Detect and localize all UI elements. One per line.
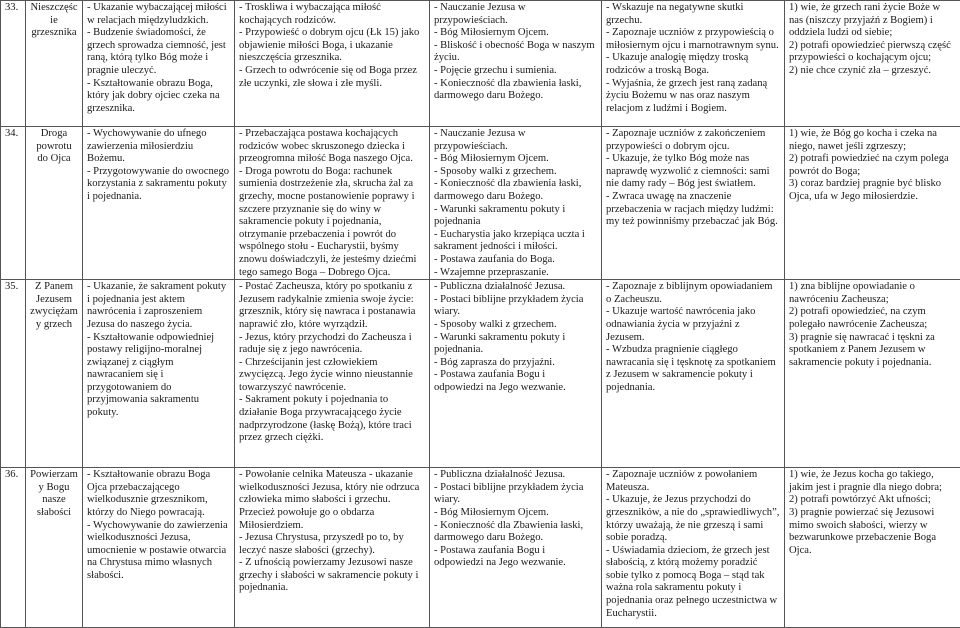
content-item: - Postać Zacheusza, który po spotkaniu z Jezusem radykalnie zmienia swoje życie: grzesznik, który się nawraca i postanawia naprawić zło, które wyrządził. xyxy=(239,281,425,331)
experience-item: - Warunki sakramentu pokuty i pojednania xyxy=(434,204,597,229)
content-item: - Troskliwa i wybaczająca miłość kochających rodziców. xyxy=(239,2,425,27)
outcome-item: 1) wie, że grzech rani życie Boże w nas (niszczy przyjaźń z Bogiem) i oddziela ludzi od siebie; xyxy=(789,2,956,40)
table-row xyxy=(1,127,960,280)
experience-item: - Postawa zaufania Bogu i odpowiedzi na Jego wezwanie. xyxy=(434,369,597,394)
outcome-item: 1) wie, że Jezus kocha go takiego, jakim jest i pragnie dla niego dobra; xyxy=(789,469,956,494)
task-item: - Ukazuje analogię między troską rodziców a troską Boga. xyxy=(606,52,780,77)
experience-item: - Konieczność dla zbawienia łaski, darmowego daru Bożego. xyxy=(434,178,597,203)
outcome-item: 3) pragnie się nawracać i tęskni za spotkaniem z Panem Jezusem w sakramencie pokuty i pojednania. xyxy=(789,332,956,370)
lesson-experiences xyxy=(430,468,602,628)
goal-item: - Przygotowywanie do owocnego korzystania z sakramentu pokuty i pojednania. xyxy=(87,166,230,204)
lesson-goals xyxy=(83,127,235,280)
outcome-item: 2) potrafi opowiedzieć, na czym polegało nawrócenie Zacheusza; xyxy=(789,306,956,331)
task-item: - Zapoznaje z biblijnym opowiadaniem o Zacheuszu. xyxy=(606,281,780,306)
table-row xyxy=(1,1,960,127)
content-item: - Droga powrotu do Boga: rachunek sumienia dostrzeżenie zła, skrucha żal za grzechy, mocne postanowienie poprawy i szczere przyznanie się do winy w sakramencie pokuty i pojednania, otrzymanie przebaczenia i powrót do wspólnego stołu - Eucharystii, byśmy znowu doświadczyli, że jesteśmy dziećmi tego samego Boga – Dobrego Ojca. xyxy=(239,166,425,279)
outcome-item: 1) zna biblijne opowiadanie o nawróceniu Zacheusza; xyxy=(789,281,956,306)
experience-item: - Konieczność dla Zbawienia łaski, darmowego daru Bożego. xyxy=(434,520,597,545)
experience-item: - Eucharystia jako krzepiąca uczta i sakrament jedności i miłości. xyxy=(434,229,597,254)
outcome-item: 3) coraz bardziej pragnie być blisko Ojca, ufa w Jego miłosierdzie. xyxy=(789,178,956,203)
lesson-number: 33. xyxy=(1,1,26,127)
task-item: - Uświadamia dzieciom, że grzech jest słabością, z którą możemy poradzić sobie tylko z pomocą Boga – stąd tak ważna rola sakramentu pokuty i pojednania oraz pełnego uczestnictwa w Eucharystii. xyxy=(606,545,780,621)
task-item: - Wyjaśnia, że grzech jest raną zadaną życiu Bożemu w nas oraz naszym relacjom z ludźmi i Bogiem. xyxy=(606,78,780,116)
content-item: - Sakrament pokuty i pojednania to działanie Boga przywracającego życie nadprzyrodzone (łaskę Bożą), które traci przez grzech ciężki. xyxy=(239,394,425,444)
lesson-number: 36. xyxy=(1,468,26,628)
table-row xyxy=(1,468,960,628)
task-item: - Ukazuje wartość nawrócenia jako odnawiania życia w przyjaźni z Jezusem. xyxy=(606,306,780,344)
goal-item: - Kształtowanie obrazu Boga, który jak dobry ojciec czeka na grzesznika. xyxy=(87,78,230,116)
lesson-experiences xyxy=(430,1,602,127)
lesson-outcomes xyxy=(785,468,960,628)
content-item: - Chrześcijanin jest człowiekiem zwycięzcą. Jego życie winno nieustannie towarzyszyć nawrócenie. xyxy=(239,357,425,395)
lesson-experiences xyxy=(430,127,602,280)
table-row xyxy=(1,280,960,468)
lesson-content xyxy=(235,280,430,468)
lesson-content xyxy=(235,468,430,628)
experience-item: - Pojęcie grzechu i sumienia. xyxy=(434,65,597,78)
lesson-outcomes xyxy=(785,127,960,280)
outcome-item: 2) potrafi powtórzyć Akt ufności; xyxy=(789,494,956,507)
lesson-goals xyxy=(83,1,235,127)
experience-item: - Postaci biblijne przykładem życia wiary. xyxy=(434,482,597,507)
lesson-content xyxy=(235,1,430,127)
lesson-goals xyxy=(83,468,235,628)
lesson-experiences xyxy=(430,280,602,468)
task-item: - Zapoznaje uczniów z powołaniem Mateusza. xyxy=(606,469,780,494)
experience-item: - Bóg Miłosiernym Ojcem. xyxy=(434,153,597,166)
goal-item: - Wychowywanie do zawierzenia wielkoduszności Jezusa, umocnienie w postawie otwarcia na Chrystusa mimo własnych słabości. xyxy=(87,520,230,583)
content-item: - Grzech to odwrócenie się od Boga przez złe uczynki, złe słowa i złe myśli. xyxy=(239,65,425,90)
experience-item: - Postawa zaufania do Boga. xyxy=(434,254,597,267)
lesson-tasks xyxy=(602,468,785,628)
experience-item: - Postawa zaufania Bogu i odpowiedzi na Jego wezwanie. xyxy=(434,545,597,570)
lesson-outcomes xyxy=(785,1,960,127)
experience-item: - Publiczna działalność Jezusa. xyxy=(434,469,597,482)
content-item: - Przypowieść o dobrym ojcu (Łk 15) jako objawienie miłości Boga, i ukazanie nieszczęścia grzesznika. xyxy=(239,27,425,65)
experience-item: - Nauczanie Jezusa w przypowieściach. xyxy=(434,2,597,27)
outcome-item: 2) potrafi powiedzieć na czym polega powrót do Boga; xyxy=(789,153,956,178)
experience-item: - Sposoby walki z grzechem. xyxy=(434,166,597,179)
task-item: - Zapoznaje uczniów z przypowieścią o miłosiernym ojcu i marnotrawnym synu. xyxy=(606,27,780,52)
outcome-item: 2) potrafi opowiedzieć pierwszą część przypowieści o kochającym ojcu; xyxy=(789,40,956,65)
experience-item: - Bóg zaprasza do przyjaźni. xyxy=(434,357,597,370)
lesson-goals xyxy=(83,280,235,468)
task-item: - Zwraca uwagę na znaczenie przebaczenia w racjach między ludźmi: my też powinniśmy przebaczać jak Bóg. xyxy=(606,191,780,229)
lesson-number: 34. xyxy=(1,127,26,280)
lesson-tasks xyxy=(602,280,785,468)
experience-item: - Bliskość i obecność Boga w naszym życiu. xyxy=(434,40,597,65)
lesson-content xyxy=(235,127,430,280)
outcome-item: 2) nie chce czynić zła – grzeszyć. xyxy=(789,65,956,78)
goal-item: - Kształtowanie obrazu Boga Ojca przebaczającego wielkodusznie grzesznikom, którzy do Niego powracają. xyxy=(87,469,230,519)
content-item: - Z ufnością powierzamy Jezusowi nasze grzechy i słabości w sakramencie pokuty i pojednania. xyxy=(239,557,425,595)
task-item: - Wskazuje na negatywne skutki grzechu. xyxy=(606,2,780,27)
task-item: - Zapoznaje uczniów z zakończeniem przypowieści o dobrym ojcu. xyxy=(606,128,780,153)
goal-item: - Ukazanie, że sakrament pokuty i pojednania jest aktem nawrócenia i zaproszeniem Jezusa do naszego życia. xyxy=(87,281,230,331)
outcome-item: 3) pragnie powierzać się Jezusowi mimo swoich słabości, wierzy w bezwarunkowe przebaczenie Boga Ojca. xyxy=(789,507,956,557)
lesson-number: 35. xyxy=(1,280,26,468)
goal-item: - Kształtowanie odpowiedniej postawy religijno-moralnej związanej z ciągłym nawracaniem się i przygotowaniem do przyjmowania sakramentu pokuty. xyxy=(87,332,230,420)
experience-item: - Nauczanie Jezusa w przypowieściach. xyxy=(434,128,597,153)
content-item: - Jezusa Chrystusa, przyszedł po to, by leczyć nasze słabości (grzechy). xyxy=(239,532,425,557)
experience-item: - Wzajemne przepraszanie. xyxy=(434,267,597,280)
content-item: - Powołanie celnika Mateusza - ukazanie wielkoduszności Jezusa, który nie odrzuca człowieka mimo słabości i grzechu. Przecież powołuje go o obdarza Miłosierdziem. xyxy=(239,469,425,532)
experience-item: - Postaci biblijne przykładem życia wiary. xyxy=(434,294,597,319)
lesson-topic: Z Panem Jezusem zwyciężamy grzech xyxy=(26,280,83,468)
content-item: - Jezus, który przychodzi do Zacheusza i raduje się z jego nawrócenia. xyxy=(239,332,425,357)
content-item: - Przebaczająca postawa kochających rodziców wobec skruszonego dziecka i przeogromna miłość Boga naszego Ojca. xyxy=(239,128,425,166)
experience-item: - Publiczna działalność Jezusa. xyxy=(434,281,597,294)
experience-item: - Konieczność dla zbawienia łaski, darmowego daru Bożego. xyxy=(434,78,597,103)
lesson-tasks xyxy=(602,127,785,280)
lesson-topic: Droga powrotu do Ojca xyxy=(26,127,83,280)
goal-item: - Wychowywanie do ufnego zawierzenia miłosierdziu Bożemu. xyxy=(87,128,230,166)
experience-item: - Bóg Miłosiernym Ojcem. xyxy=(434,27,597,40)
lesson-tasks xyxy=(602,1,785,127)
lesson-topic: Powierzamy Bogu nasze słabości xyxy=(26,468,83,628)
goal-item: - Budzenie świadomości, że grzech sprowadza ciemność, jest raną, którą tylko Bóg może i pragnie uleczyć. xyxy=(87,27,230,77)
experience-item: - Warunki sakramentu pokuty i pojednania. xyxy=(434,332,597,357)
task-item: - Wzbudza pragnienie ciągłego nawracania się i tęsknotę za spotkaniem z Jezusem w sakramencie pokuty i pojednania. xyxy=(606,344,780,394)
goal-item: - Ukazanie wybaczającej miłości w relacjach międzyludzkich. xyxy=(87,2,230,27)
task-item: - Ukazuje, że tylko Bóg może nas naprawdę wyzwolić z ciemności: sami nie damy rady – Bóg jest światłem. xyxy=(606,153,780,191)
task-item: - Ukazuje, że Jezus przychodzi do grzeszników, a nie do „sprawiedliwych”, którzy uważają, że nie grzeszą i sami sobie poradzą. xyxy=(606,494,780,544)
experience-item: - Sposoby walki z grzechem. xyxy=(434,319,597,332)
lesson-topic: Nieszczęście grzesznika xyxy=(26,1,83,127)
outcome-item: 1) wie, że Bóg go kocha i czeka na niego, nawet jeśli zgrzeszy; xyxy=(789,128,956,153)
lesson-outcomes xyxy=(785,280,960,468)
experience-item: - Bóg Miłosiernym Ojcem. xyxy=(434,507,597,520)
